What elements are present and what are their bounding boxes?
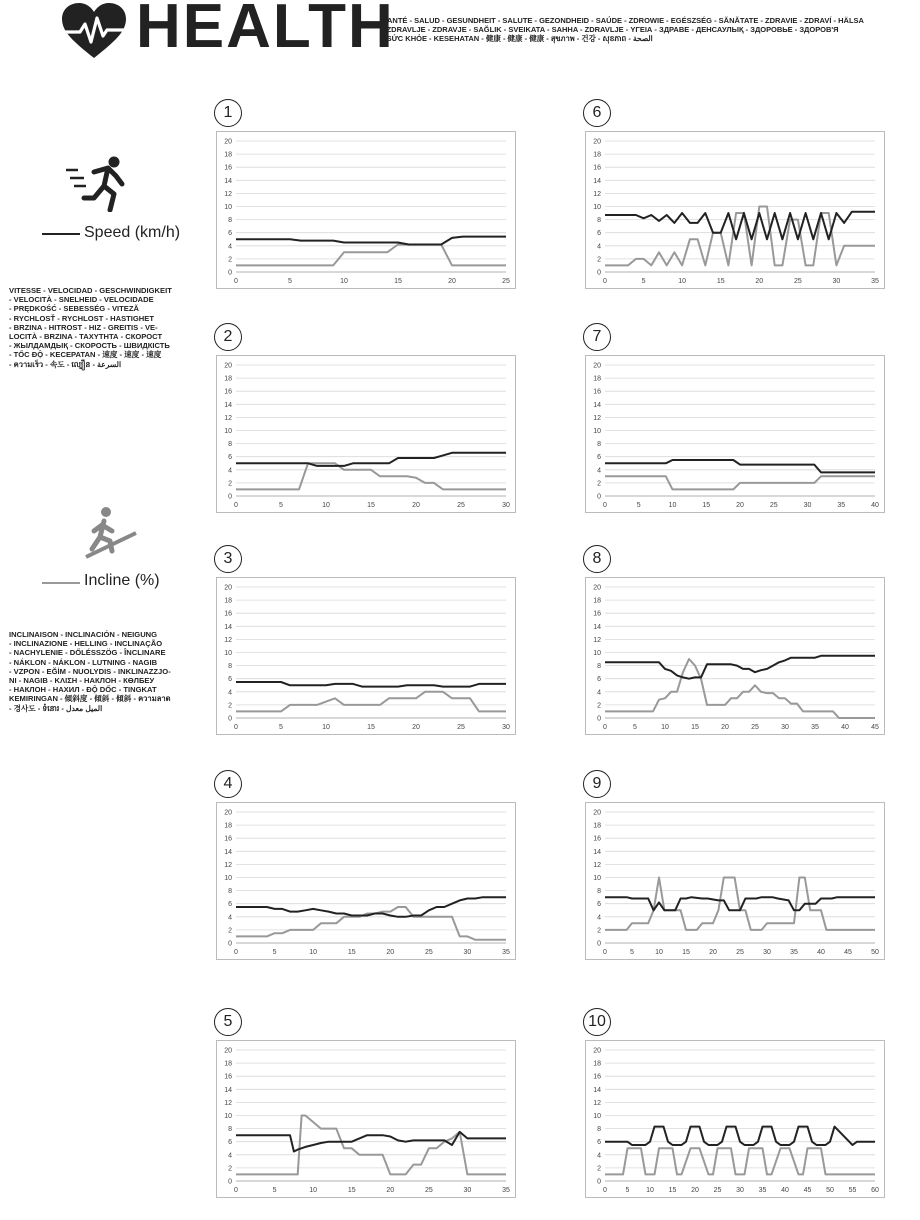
y-tick-label: 14 <box>593 401 601 409</box>
y-tick-label: 2 <box>228 927 232 935</box>
y-tick-label: 20 <box>593 138 601 146</box>
chart-number-2: 2 <box>214 323 242 351</box>
y-tick-label: 8 <box>228 441 232 449</box>
translation-line: - ความเร็ว - 속도 - ល្បឿន - السرعة <box>9 359 122 369</box>
x-tick-label: 30 <box>832 278 841 285</box>
y-tick-label: 16 <box>593 1073 601 1081</box>
translation-line: - NÁKLON - NÁKLON - LUTNING - NAGIB <box>9 657 158 667</box>
y-tick-label: 2 <box>228 256 232 264</box>
y-tick-label: 16 <box>593 388 601 396</box>
x-tick-label: 25 <box>736 949 744 956</box>
translation-line: INCLINAISON - INCLINACIÓN - NEIGUNG <box>9 630 158 639</box>
chart-6 <box>585 131 885 289</box>
translation-line: - NACHYLENIE - DŐLÉSSZÖG - ÎNCLINARE <box>9 648 166 658</box>
translation-line: - ЖЫЛДАМДЫҚ - СКОРОСТЬ - ШВИДКІСТЬ <box>9 341 170 351</box>
y-tick-label: 10 <box>224 428 232 435</box>
y-tick-label: 8 <box>597 663 601 671</box>
x-tick-label: 15 <box>691 724 699 731</box>
x-tick-label: 15 <box>367 724 375 731</box>
x-tick-label: 0 <box>234 278 238 285</box>
y-tick-label: 20 <box>224 809 232 817</box>
incline-legend-label: Incline (%) <box>84 572 160 589</box>
y-tick-label: 14 <box>593 177 601 185</box>
x-tick-label: 20 <box>721 724 729 731</box>
x-tick-label: 15 <box>716 278 725 285</box>
y-tick-label: 12 <box>593 190 601 198</box>
x-tick-label: 0 <box>234 949 238 956</box>
chart-number-8: 8 <box>583 545 611 573</box>
chart-number-7: 7 <box>583 323 611 351</box>
x-tick-label: 25 <box>502 278 510 285</box>
x-tick-label: 10 <box>322 724 330 731</box>
x-tick-label: 40 <box>841 724 849 731</box>
y-tick-label: 0 <box>228 269 232 277</box>
x-tick-label: 15 <box>394 278 402 285</box>
translation-line: - RYCHLOSŤ - RYCHLOST - HASTIGHET <box>9 313 154 323</box>
y-tick-label: 4 <box>597 689 601 697</box>
y-tick-label: 14 <box>224 1086 232 1094</box>
x-tick-label: 15 <box>702 502 711 509</box>
x-tick-label: 5 <box>630 949 634 956</box>
x-tick-label: 30 <box>502 502 510 509</box>
x-tick-label: 5 <box>272 1187 277 1194</box>
y-tick-label: 14 <box>593 848 601 856</box>
y-tick-label: 6 <box>597 454 601 462</box>
y-tick-label: 2 <box>597 480 601 488</box>
x-tick-label: 15 <box>682 949 690 956</box>
y-tick-label: 0 <box>597 940 601 948</box>
y-tick-label: 18 <box>593 1060 601 1068</box>
x-tick-label: 30 <box>463 1187 472 1194</box>
x-tick-label: 25 <box>751 724 759 731</box>
x-tick-label: 30 <box>803 502 812 509</box>
x-tick-label: 35 <box>758 1187 767 1194</box>
y-tick-label: 6 <box>228 454 232 462</box>
y-tick-label: 20 <box>224 584 232 592</box>
chart-8 <box>585 577 885 735</box>
y-tick-label: 16 <box>224 1073 232 1081</box>
y-tick-label: 6 <box>228 230 232 238</box>
y-tick-label: 16 <box>224 610 232 618</box>
y-tick-label: 0 <box>597 493 601 501</box>
y-tick-label: 18 <box>224 151 232 159</box>
x-tick-label: 20 <box>386 949 395 956</box>
y-tick-label: 16 <box>593 835 601 843</box>
y-tick-label: 10 <box>224 1113 232 1120</box>
x-tick-label: 10 <box>309 949 318 956</box>
x-tick-label: 10 <box>646 1187 654 1194</box>
chart-number-9: 9 <box>583 770 611 798</box>
x-tick-label: 35 <box>837 502 846 509</box>
y-tick-label: 20 <box>593 1047 601 1055</box>
y-tick-label: 14 <box>593 1086 601 1094</box>
y-tick-label: 14 <box>593 623 601 631</box>
y-tick-label: 6 <box>228 1139 232 1147</box>
y-tick-label: 8 <box>597 441 601 449</box>
incline-runner-icon <box>82 505 140 563</box>
y-tick-label: 0 <box>597 1178 601 1186</box>
y-tick-label: 18 <box>593 597 601 605</box>
runner-icon <box>64 154 134 212</box>
x-tick-label: 10 <box>309 1187 318 1194</box>
y-tick-label: 10 <box>593 650 601 657</box>
x-tick-label: 25 <box>457 724 465 731</box>
y-tick-label: 10 <box>593 1113 601 1120</box>
x-tick-label: 45 <box>871 724 879 731</box>
y-tick-label: 0 <box>228 1178 232 1186</box>
y-tick-label: 14 <box>224 177 232 185</box>
y-tick-label: 16 <box>224 164 232 172</box>
translation-line: VITESSE - VELOCIDAD - GESCHWINDIGKEIT <box>9 286 172 295</box>
x-tick-label: 10 <box>655 949 663 956</box>
chart-number-6: 6 <box>583 99 611 127</box>
x-tick-label: 30 <box>502 724 510 731</box>
x-tick-label: 25 <box>713 1187 722 1194</box>
translations-line: - ZDRAVLJE - ZDRAVJE - SAĞLIK - SVEIKATA - SAHHA - ZDRAVLJE - ΥΓΕΙΑ - ЗДРАВЕ - ДЕНСАУЛЫҚ - ЗДОРОВЬЕ - ЗДОРОВ'Я <box>382 25 839 34</box>
y-tick-label: 2 <box>597 1165 601 1173</box>
x-tick-label: 25 <box>793 278 802 285</box>
y-tick-label: 18 <box>224 822 232 830</box>
x-tick-label: 40 <box>871 502 879 509</box>
x-tick-label: 5 <box>633 724 637 731</box>
y-tick-label: 14 <box>224 623 232 631</box>
y-tick-label: 12 <box>593 636 601 644</box>
x-tick-label: 20 <box>386 1187 395 1194</box>
translation-line: - TỐC ĐỘ - KECEPATAN - 速度 - 速度 - 速度 <box>9 350 162 360</box>
y-tick-label: 18 <box>593 375 601 383</box>
incline-translations <box>9 630 209 713</box>
chart-4 <box>216 802 516 960</box>
x-tick-label: 20 <box>412 502 420 509</box>
x-tick-label: 15 <box>668 1187 677 1194</box>
x-tick-label: 35 <box>871 278 879 285</box>
x-tick-label: 25 <box>769 502 778 509</box>
x-tick-label: 20 <box>709 949 717 956</box>
x-tick-label: 35 <box>502 949 510 956</box>
x-tick-label: 40 <box>781 1187 789 1194</box>
chart-9 <box>585 802 885 960</box>
y-tick-label: 8 <box>228 217 232 225</box>
chart-number-3: 3 <box>214 545 242 573</box>
x-tick-label: 30 <box>463 949 472 956</box>
y-tick-label: 0 <box>597 715 601 723</box>
chart-number-10: 10 <box>583 1008 611 1036</box>
y-tick-label: 4 <box>228 1152 232 1160</box>
chart-3 <box>216 577 516 735</box>
x-tick-label: 0 <box>603 949 607 956</box>
x-tick-label: 50 <box>826 1187 834 1194</box>
x-tick-label: 5 <box>641 278 646 285</box>
y-tick-label: 6 <box>228 676 232 684</box>
x-tick-label: 0 <box>234 724 238 731</box>
y-tick-label: 10 <box>593 204 601 211</box>
x-tick-label: 0 <box>603 278 607 285</box>
x-tick-label: 20 <box>736 502 744 509</box>
translation-line: - BRZINA - HITROST - HIZ - GREITIS - VE- <box>9 322 158 332</box>
y-tick-label: 16 <box>224 835 232 843</box>
y-tick-label: 0 <box>228 940 232 948</box>
y-tick-label: 18 <box>224 1060 232 1068</box>
y-tick-label: 2 <box>597 256 601 264</box>
y-tick-label: 18 <box>224 597 232 605</box>
translation-line: KEMIRINGAN - 傾斜度 - 傾斜 - 傾斜 - ความลาด <box>9 694 171 704</box>
x-tick-label: 30 <box>781 724 789 731</box>
x-tick-label: 35 <box>811 724 819 731</box>
x-tick-label: 10 <box>668 502 677 509</box>
x-tick-label: 60 <box>871 1187 879 1194</box>
y-tick-label: 12 <box>224 1099 232 1107</box>
speed-translations <box>9 286 209 369</box>
y-tick-label: 20 <box>593 809 601 817</box>
y-tick-label: 6 <box>597 230 601 238</box>
y-tick-label: 2 <box>228 480 232 488</box>
y-tick-label: 20 <box>593 584 601 592</box>
y-tick-label: 18 <box>224 375 232 383</box>
x-tick-label: 25 <box>457 502 465 509</box>
y-tick-label: 20 <box>224 362 232 370</box>
x-tick-label: 0 <box>603 724 607 731</box>
y-tick-label: 6 <box>228 901 232 909</box>
x-tick-label: 5 <box>272 949 277 956</box>
y-tick-label: 12 <box>593 1099 601 1107</box>
y-tick-label: 14 <box>224 401 232 409</box>
x-tick-label: 45 <box>803 1187 812 1194</box>
y-tick-label: 16 <box>593 164 601 172</box>
translation-line: - PRĘDKOŚĆ - SEBESSÉG - VITEZĂ <box>9 304 139 314</box>
y-tick-label: 4 <box>597 243 601 251</box>
translations-line: SANTÉ - SALUD - GESUNDHEIT - SALUTE - GEZONDHEID - SAÚDE - ZDROWIE - EGÉSZSÉG - SĂNĂTATE - ZDRAVIE - ZDRAVÍ - HÄLSA <box>382 16 864 25</box>
y-tick-label: 12 <box>224 861 232 869</box>
y-tick-label: 10 <box>593 875 601 882</box>
translation-line: - 경사도 - ទំនោរ - الميل معدل <box>9 703 103 713</box>
x-tick-label: 5 <box>636 502 641 509</box>
y-tick-label: 8 <box>597 888 601 896</box>
x-tick-label: 5 <box>279 724 283 731</box>
plot-frame <box>586 132 885 289</box>
x-tick-label: 20 <box>412 724 420 731</box>
y-tick-label: 2 <box>597 927 601 935</box>
x-tick-label: 5 <box>288 278 292 285</box>
x-tick-label: 30 <box>736 1187 744 1194</box>
y-tick-label: 16 <box>224 388 232 396</box>
chart-10 <box>585 1040 885 1198</box>
header <box>60 0 920 62</box>
y-tick-label: 0 <box>597 269 601 277</box>
chart-number-1: 1 <box>214 99 242 127</box>
translation-line: NI - NAGIB - ΚΛΙΣΗ - НАКЛОН - КӨЛБЕУ <box>9 676 155 686</box>
y-tick-label: 10 <box>224 650 232 657</box>
y-tick-label: 4 <box>228 243 232 251</box>
y-tick-label: 18 <box>593 822 601 830</box>
y-tick-label: 2 <box>228 1165 232 1173</box>
y-tick-label: 8 <box>228 888 232 896</box>
y-tick-label: 4 <box>228 467 232 475</box>
y-tick-label: 0 <box>228 493 232 501</box>
x-tick-label: 10 <box>678 278 687 285</box>
x-tick-label: 50 <box>871 949 879 956</box>
x-tick-label: 5 <box>279 502 283 509</box>
y-tick-label: 4 <box>597 467 601 475</box>
heart-pulse-icon <box>60 2 128 60</box>
y-tick-label: 4 <box>228 689 232 697</box>
translation-line: - VELOCITÀ - SNELHEID - VELOCIDADE <box>9 295 154 305</box>
y-tick-label: 20 <box>224 138 232 146</box>
x-tick-label: 40 <box>817 949 825 956</box>
translation-line: - VZPON - EĞİM - NUOLYDIS - INKLINAZZJO- <box>9 666 171 676</box>
translation-line: LOCITÀ - BRZINA - ΤΑΧΥΤΗΤΑ - СКОРОСТ <box>9 332 163 342</box>
x-tick-label: 5 <box>625 1187 630 1194</box>
x-tick-label: 25 <box>424 949 433 956</box>
x-tick-label: 30 <box>763 949 771 956</box>
y-tick-label: 8 <box>228 1126 232 1134</box>
x-tick-label: 10 <box>322 502 330 509</box>
x-tick-label: 0 <box>603 502 607 509</box>
x-tick-label: 20 <box>755 278 764 285</box>
y-tick-label: 4 <box>597 914 601 922</box>
y-tick-label: 6 <box>597 676 601 684</box>
x-tick-label: 15 <box>347 1187 356 1194</box>
y-tick-label: 4 <box>597 1152 601 1160</box>
y-tick-label: 10 <box>593 428 601 435</box>
y-tick-label: 12 <box>593 861 601 869</box>
chart-2 <box>216 355 516 513</box>
incline-legend-line <box>42 582 80 584</box>
y-tick-label: 8 <box>597 217 601 225</box>
y-tick-label: 6 <box>597 1139 601 1147</box>
y-tick-label: 0 <box>228 715 232 723</box>
y-tick-label: 18 <box>593 151 601 159</box>
chart-7 <box>585 355 885 513</box>
x-tick-label: 35 <box>502 1187 510 1194</box>
x-tick-label: 15 <box>347 949 356 956</box>
speed-legend-label: Speed (km/h) <box>84 224 181 241</box>
x-tick-label: 0 <box>234 1187 238 1194</box>
x-tick-label: 10 <box>340 278 348 285</box>
y-tick-label: 10 <box>224 875 232 882</box>
translation-line: - INCLINAZIONE - HELLING - INCLINAÇÃO <box>9 639 163 649</box>
y-tick-label: 12 <box>593 414 601 422</box>
brand-title: HEALTH <box>136 0 395 61</box>
x-tick-label: 25 <box>424 1187 433 1194</box>
y-tick-label: 8 <box>228 663 232 671</box>
chart-5 <box>216 1040 516 1198</box>
y-tick-label: 20 <box>593 362 601 370</box>
x-tick-label: 0 <box>603 1187 607 1194</box>
health-translations <box>382 16 920 43</box>
x-tick-label: 10 <box>661 724 669 731</box>
chart-number-4: 4 <box>214 770 242 798</box>
y-tick-label: 20 <box>224 1047 232 1055</box>
x-tick-label: 35 <box>790 949 798 956</box>
y-tick-label: 2 <box>597 702 601 710</box>
x-tick-label: 15 <box>367 502 375 509</box>
x-tick-label: 0 <box>234 502 238 509</box>
y-tick-label: 16 <box>593 610 601 618</box>
translation-line: - НАКЛОН - НАХИЛ - ĐỘ DỐC - TINGKAT <box>9 685 157 695</box>
x-tick-label: 45 <box>844 949 852 956</box>
x-tick-label: 20 <box>691 1187 699 1194</box>
chart-number-5: 5 <box>214 1008 242 1036</box>
y-tick-label: 10 <box>224 204 232 211</box>
y-tick-label: 8 <box>597 1126 601 1134</box>
chart-1 <box>216 131 516 289</box>
y-tick-label: 12 <box>224 190 232 198</box>
x-tick-label: 20 <box>448 278 456 285</box>
y-tick-label: 6 <box>597 901 601 909</box>
y-tick-label: 4 <box>228 914 232 922</box>
y-tick-label: 14 <box>224 848 232 856</box>
y-tick-label: 2 <box>228 702 232 710</box>
y-tick-label: 12 <box>224 414 232 422</box>
translations-line: - SỨC KHỎE - KESEHATAN - 健康 - 健康 - 健康 - สุขภาพ - 건강 - សុខភាព - الصحة <box>382 34 653 43</box>
x-tick-label: 55 <box>848 1187 857 1194</box>
y-tick-label: 12 <box>224 636 232 644</box>
speed-legend-line <box>42 233 80 235</box>
